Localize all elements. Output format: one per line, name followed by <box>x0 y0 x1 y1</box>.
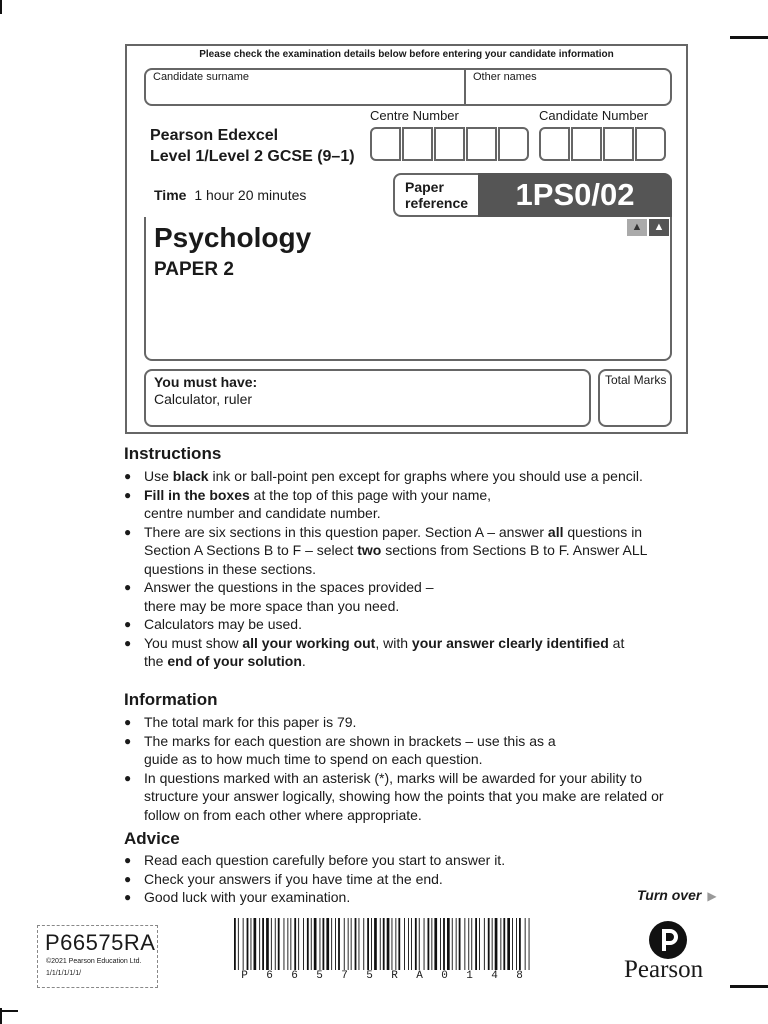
barcode-bar <box>471 918 472 970</box>
barcode-char: 5 <box>366 970 373 982</box>
barcode-char: 6 <box>266 970 273 982</box>
barcode-bar <box>516 918 517 970</box>
list-item: ● Good luck with your examination. <box>124 888 624 907</box>
time-label: Time <box>154 187 187 203</box>
barcode-bar <box>278 918 280 970</box>
barcode-bar <box>363 918 364 970</box>
barcode-bar <box>380 918 381 970</box>
barcode-bar <box>251 918 252 970</box>
total-marks-field[interactable] <box>598 369 672 427</box>
barcode-char: 5 <box>316 970 323 982</box>
copyright-text: ©2021 Pearson Education Ltd. <box>46 958 142 965</box>
barcode-bar <box>484 918 485 970</box>
barcode-bar <box>447 918 450 970</box>
centre-number-digit[interactable] <box>466 127 497 161</box>
barcode-bar <box>507 918 510 970</box>
barcode-bar <box>468 918 469 970</box>
barcode-bar <box>488 918 490 970</box>
barcode-text <box>232 970 532 982</box>
barcode-bar <box>314 918 317 970</box>
barcode-bar <box>298 918 299 970</box>
up-arrow-icon: ▲ <box>627 219 647 236</box>
barcode-bar <box>411 918 412 970</box>
barcode-char: R <box>391 970 398 982</box>
list-item: ● The total mark for this paper is 79. <box>124 713 684 732</box>
barcode-bar <box>525 918 526 970</box>
play-arrow-icon: ▶ <box>707 889 717 903</box>
barcode-bar <box>374 918 377 970</box>
paper-code: 1PS0/02 <box>478 173 672 217</box>
candidate-number-digit[interactable] <box>635 127 666 161</box>
barcode-bar <box>529 918 530 970</box>
check-details-text: Please check the examination details below before entering your candidate information <box>199 49 614 60</box>
centre-number-digit[interactable] <box>370 127 401 161</box>
barcode-bar <box>459 918 461 970</box>
barcode-bar <box>287 918 288 970</box>
barcode-bar <box>387 918 390 970</box>
barcode-bar <box>326 918 329 970</box>
barcode-char: 6 <box>291 970 298 982</box>
barcode-bar <box>398 918 400 970</box>
barcode-bar <box>440 918 441 970</box>
candidate-number-label: Candidate Number <box>539 108 649 123</box>
barcode-char: 7 <box>341 970 348 982</box>
advice-heading: Advice <box>124 829 180 848</box>
must-have-items: Calculator, ruler <box>154 391 253 407</box>
barcode-bar <box>512 918 513 970</box>
list-item: ● In questions marked with an asterisk (*), marks will be awarded for your ability to structure your answer logically, showing how the points that you make are related or follow on from each other where appropriate. <box>124 769 689 825</box>
barcode-bar <box>475 918 477 970</box>
list-item: ● There are six sections in this question paper. Section A – answer all questions in Section A Sections B to F – select two sections from Sections B to F. Answer ALL questions in these sections. <box>124 523 664 579</box>
barcode-bar <box>492 918 493 970</box>
barcode-bar <box>262 918 264 970</box>
information-heading: Information <box>124 690 218 709</box>
candidate-number-digit[interactable] <box>571 127 602 161</box>
barcode-bar <box>383 918 385 970</box>
barcode-bar <box>424 918 425 970</box>
paper-reference-line2: reference <box>405 195 469 211</box>
crop-mark <box>0 0 2 14</box>
barcode-bar <box>284 918 285 970</box>
crop-mark <box>730 36 768 39</box>
barcode-bar <box>434 918 437 970</box>
barcode-bar <box>456 918 457 970</box>
you-must-have-box <box>144 369 591 427</box>
barcode-bar <box>415 918 417 970</box>
list-item: ● Check your answers if you have time at the end. <box>124 870 624 889</box>
barcode-bar <box>355 918 357 970</box>
candidate-number-digit[interactable] <box>603 127 634 161</box>
subject-title: Psychology <box>154 222 312 253</box>
total-marks-label: Total Marks <box>605 373 667 387</box>
qualification-block <box>150 125 355 167</box>
barcode-bar <box>348 918 349 970</box>
centre-number-field[interactable] <box>370 127 529 161</box>
barcode-bar <box>404 918 405 970</box>
other-names-label: Other names <box>473 71 537 83</box>
turn-over-note <box>637 887 717 903</box>
orientation-arrows <box>627 219 669 236</box>
centre-number-digit[interactable] <box>498 127 529 161</box>
information-list <box>124 713 684 824</box>
footer-paper-code: P66575RA <box>45 930 156 955</box>
time-allowed <box>154 187 306 203</box>
barcode-bar <box>419 918 420 970</box>
barcode-bar <box>452 918 453 970</box>
barcode-char: P <box>241 970 248 982</box>
barcode-bar <box>443 918 445 970</box>
barcode-bar <box>503 918 505 970</box>
instructions-list <box>124 467 684 671</box>
pearson-logo-icon <box>648 920 688 960</box>
barcode-bar <box>311 918 312 970</box>
paper-reference-line1: Paper <box>405 179 444 195</box>
list-item: ● Read each question carefully before you start to answer it. <box>124 851 624 870</box>
centre-number-label: Centre Number <box>370 108 459 123</box>
barcode-bar <box>351 918 352 970</box>
barcode-bar <box>243 918 244 970</box>
barcode-bar <box>500 918 501 970</box>
barcode-char: A <box>416 970 423 982</box>
barcode-bar <box>392 918 393 970</box>
barcode-bar <box>275 918 276 970</box>
barcode-bar <box>408 918 409 970</box>
list-item: ● Answer the questions in the spaces provided – there may be more space than you need. <box>124 578 444 615</box>
barcode-bar <box>371 918 372 970</box>
barcode-bar <box>271 918 272 970</box>
barcode-bar <box>323 918 325 970</box>
version-text: 1/1/1/1/1/1/ <box>46 970 82 977</box>
barcode-bar <box>259 918 260 970</box>
barcode-bar <box>320 918 321 970</box>
paper-number: PAPER 2 <box>154 259 234 280</box>
must-have-label: You must have: <box>154 374 258 390</box>
instructions-heading: Instructions <box>124 444 222 463</box>
exam-board: Pearson Edexcel <box>150 127 279 144</box>
barcode-char: 4 <box>491 970 498 982</box>
paper-reference-label <box>393 173 478 217</box>
centre-number-digit[interactable] <box>434 127 465 161</box>
barcode-char: 0 <box>441 970 448 982</box>
barcode-char: 8 <box>516 970 523 982</box>
barcode-bar <box>290 918 291 970</box>
barcode-bar <box>359 918 360 970</box>
qualification-level: Level 1/Level 2 GCSE (9–1) <box>150 148 355 165</box>
barcode-bar <box>303 918 304 970</box>
barcode-bar <box>344 918 345 970</box>
barcode-bar <box>495 918 498 970</box>
barcode-bar <box>367 918 369 970</box>
up-arrow-icon: ▲ <box>649 219 669 236</box>
barcode-bar <box>335 918 336 970</box>
list-item: ● Fill in the boxes at the top of this page with your name, centre number and candidate number. <box>124 486 524 523</box>
list-item: ● The marks for each question are shown in brackets – use this as a guide as to how much time to spend on each question. <box>124 732 564 769</box>
turn-over-text: Turn over <box>637 887 702 903</box>
pearson-brand: Pearson <box>624 956 704 983</box>
candidate-surname-label: Candidate surname <box>153 71 250 83</box>
list-item: ● You must show all your working out, with your answer clearly identified at the end of your solution. <box>124 634 644 671</box>
barcode-bar <box>428 918 430 970</box>
barcode-bar <box>238 918 239 970</box>
barcode-bar <box>331 918 332 970</box>
centre-number-digit[interactable] <box>402 127 433 161</box>
barcode-bar <box>519 918 521 970</box>
barcode-bar <box>294 918 296 970</box>
barcode-bar <box>266 918 269 970</box>
barcode-bar <box>431 918 432 970</box>
barcode-bar <box>395 918 396 970</box>
list-item: ● Calculators may be used. <box>124 615 684 634</box>
crop-mark <box>0 1010 18 1012</box>
barcode-char: 1 <box>466 970 473 982</box>
barcode <box>232 918 532 970</box>
crop-mark <box>730 985 768 988</box>
time-value: 1 hour 20 minutes <box>194 187 307 203</box>
candidate-number-digit[interactable] <box>539 127 570 161</box>
barcode-bar <box>254 918 257 970</box>
barcode-bar <box>464 918 465 970</box>
barcode-bar <box>247 918 249 970</box>
advice-list <box>124 851 624 907</box>
barcode-bar <box>338 918 340 970</box>
barcode-bar <box>307 918 309 970</box>
list-item: ● Use black ink or ball-point pen except for graphs where you should use a pencil. <box>124 467 684 486</box>
barcode-bar <box>234 918 236 970</box>
candidate-number-field[interactable] <box>539 127 666 161</box>
barcode-bar <box>479 918 480 970</box>
